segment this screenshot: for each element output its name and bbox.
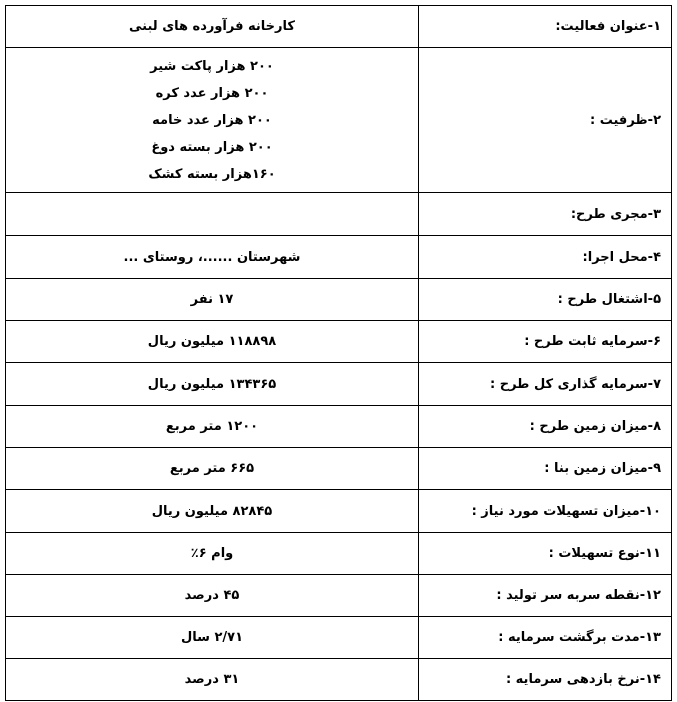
table-row bbox=[6, 617, 672, 659]
row-value: ۶۶۵ متر مربع bbox=[6, 448, 419, 490]
capacity-line: ۲۰۰ هزار پاکت شیر bbox=[150, 58, 274, 74]
capacity-line: ۲۰۰ هزار بسته دوغ bbox=[151, 139, 273, 155]
project-info-table bbox=[5, 5, 672, 701]
table-row bbox=[6, 490, 672, 533]
row-label: ۱۱-نوع تسهیلات : bbox=[419, 533, 672, 575]
capacity-line: ۲۰۰ هزار عدد خامه bbox=[152, 112, 272, 128]
table-row bbox=[6, 48, 672, 193]
table-row bbox=[6, 6, 672, 48]
row-value: کارخانه فرآورده های لبنی bbox=[6, 6, 419, 48]
row-label: ۶-سرمایه ثابت طرح : bbox=[419, 321, 672, 363]
row-value: ۳۱ درصد bbox=[6, 659, 419, 701]
row-value bbox=[6, 193, 419, 236]
table-row bbox=[6, 575, 672, 617]
row-label: ۴-محل اجرا: bbox=[419, 236, 672, 279]
row-value: وام ۶٪ bbox=[6, 533, 419, 575]
row-label: ۵-اشتغال طرح : bbox=[419, 279, 672, 321]
row-value: ۲/۷۱ سال bbox=[6, 617, 419, 659]
table-row bbox=[6, 279, 672, 321]
row-label: ۹-میزان زمین بنا : bbox=[419, 448, 672, 490]
row-label: ۸-میزان زمین طرح : bbox=[419, 406, 672, 448]
table-row bbox=[6, 659, 672, 701]
row-value: شهرستان ......، روستای ... bbox=[6, 236, 419, 279]
row-label: ۳-مجری طرح: bbox=[419, 193, 672, 236]
table-row bbox=[6, 193, 672, 236]
capacity-line: ۱۶۰هزار بسته کشک bbox=[148, 166, 276, 182]
table-row bbox=[6, 363, 672, 406]
table-row bbox=[6, 321, 672, 363]
row-label: ۷-سرمایه گذاری کل طرح : bbox=[419, 363, 672, 406]
row-value: ۱۳۴۳۶۵ میلیون ریال bbox=[6, 363, 419, 406]
table-row bbox=[6, 533, 672, 575]
row-label: ۱-عنوان فعالیت: bbox=[419, 6, 672, 48]
row-value: ۴۵ درصد bbox=[6, 575, 419, 617]
row-label: ۱۰-میزان تسهیلات مورد نیاز : bbox=[419, 490, 672, 533]
row-label: ۱۴-نرخ بازدهی سرمایه : bbox=[419, 659, 672, 701]
row-value: ۱۱۸۸۹۸ میلیون ریال bbox=[6, 321, 419, 363]
row-label: ۱۳-مدت برگشت سرمایه : bbox=[419, 617, 672, 659]
table-row bbox=[6, 448, 672, 490]
row-value-multiline bbox=[6, 48, 419, 193]
row-label: ۲-ظرفیت : bbox=[419, 48, 672, 193]
table-row bbox=[6, 236, 672, 279]
row-value: ۸۲۸۴۵ میلیون ریال bbox=[6, 490, 419, 533]
row-value: ۱۷ نفر bbox=[6, 279, 419, 321]
row-value: ۱۲۰۰ متر مربع bbox=[6, 406, 419, 448]
table-row bbox=[6, 406, 672, 448]
row-label: ۱۲-نقطه سربه سر تولید : bbox=[419, 575, 672, 617]
capacity-line: ۲۰۰ هزار عدد کره bbox=[155, 85, 269, 101]
